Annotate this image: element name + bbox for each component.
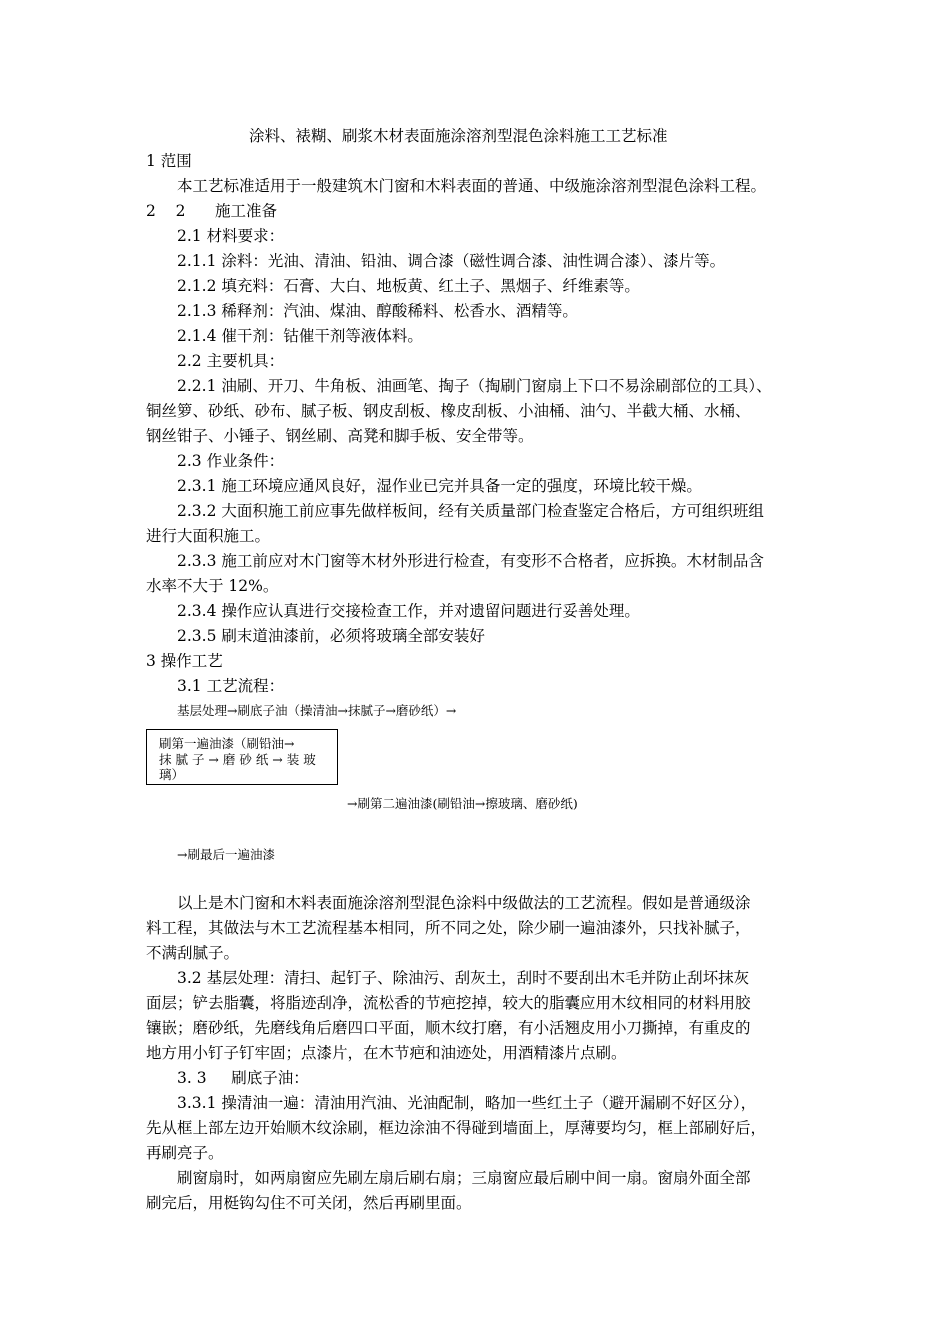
flow-summary-line-3: 不满刮腻子。 xyxy=(146,944,240,962)
section-3-2-line-3: 镶嵌；磨砂纸，先磨线角后磨四口平面，顺木纹打磨，有小活翘皮用小刀撕掉，有重皮的 xyxy=(146,1019,751,1037)
section-2-3-2-line-2: 进行大面积施工。 xyxy=(146,527,271,545)
section-2-1-1: 2.1.1 涂料：光油、清油、铅油、调合漆（磁性调合漆、油性调合漆）、漆片等。 xyxy=(177,252,726,270)
document-title: 涂料、裱糊、刷浆木材表面施涂溶剂型混色涂料施工工艺标准 xyxy=(249,127,668,145)
flow-box-line-1: 刷第一遍油漆（刷铅油→ xyxy=(159,736,295,751)
flow-summary-line-2: 料工程，其做法与木工艺流程基本相同，所不同之处，除少刷一遍油漆外，只找补腻子， xyxy=(146,919,751,937)
window-sash-line-1: 刷窗扇时，如两扇窗应先刷左扇后刷右扇；三扇窗应最后刷中间一扇。窗扇外面全部 xyxy=(177,1169,751,1187)
section-1-paragraph: 本工艺标准适用于一般建筑木门窗和木料表面的普通、中级施涂溶剂型混色涂料工程。 xyxy=(177,177,767,195)
section-3-3-1-line-2: 先从框上部左边开始顺木纹涂刷，框边涂油不得碰到墙面上，厚薄要均匀，框上部刷好后， xyxy=(146,1119,767,1137)
section-1-heading: 1 范围 xyxy=(146,152,192,170)
section-2-1-heading: 2.1 材料要求： xyxy=(177,227,285,245)
section-3-heading: 3 操作工艺 xyxy=(146,652,223,670)
section-3-1-heading: 3.1 工艺流程： xyxy=(177,677,285,695)
flow-box-line-3: 璃） xyxy=(159,767,185,782)
section-2-2-1-line-3: 钢丝钳子、小锤子、钢丝刷、高凳和脚手板、安全带等。 xyxy=(146,427,534,445)
section-2-2-1-line-2: 铜丝箩、砂纸、砂布、腻子板、钢皮刮板、橡皮刮板、小油桶、油勺、半截大桶、水桶、 xyxy=(146,402,751,420)
flow-step-3: →刷第二遍油漆(刷铅油→擦玻璃、磨砂纸) xyxy=(347,796,578,811)
flow-step-2-box xyxy=(146,729,338,785)
section-2-1-2: 2.1.2 填充料：石膏、大白、地板黄、红土子、黑烟子、纤维素等。 xyxy=(177,277,640,295)
section-2-1-4: 2.1.4 催干剂：钴催干剂等液体料。 xyxy=(177,327,423,345)
flow-summary-line-1: 以上是木门窗和木料表面施涂溶剂型混色涂料中级做法的工艺流程。假如是普通级涂 xyxy=(177,894,751,912)
flow-step-1: 基层处理→刷底子油（操清油→抹腻子→磨砂纸）→ xyxy=(177,703,457,718)
section-3-3-heading: 3. 3 刷底子油： xyxy=(177,1069,309,1087)
section-2-1-3: 2.1.3 稀释剂：汽油、煤油、醇酸稀料、松香水、酒精等。 xyxy=(177,302,578,320)
section-2-3-heading: 2.3 作业条件： xyxy=(177,452,285,470)
section-3-2-line-2: 面层；铲去脂囊，将脂迹刮净，流松香的节疤挖掉，较大的脂囊应用木纹相同的材料用胶 xyxy=(146,994,751,1012)
section-2-3-1: 2.3.1 施工环境应通风良好，湿作业已完并具备一定的强度，环境比较干燥。 xyxy=(177,477,702,495)
section-3-2-line-4: 地方用小钉子钉牢固；点漆片，在木节疤和油迹处，用酒精漆片点刷。 xyxy=(146,1044,627,1062)
section-2-3-2-line-1: 2.3.2 大面积施工前应事先做样板间，经有关质量部门检查鉴定合格后，方可组织班组 xyxy=(177,502,764,520)
section-2-2-1-line-1: 2.2.1 油刷、开刀、牛角板、油画笔、掏子（掏刷门窗扇上下口不易涂刷部位的工具）、 xyxy=(177,377,772,395)
flow-box-line-2: 抹 腻 子 → 磨 砂 纸 → 装 玻 xyxy=(159,752,316,767)
section-3-2-line-1: 3.2 基层处理：清扫、起钉子、除油污、刮灰土，刮时不要刮出木毛并防止刮坏抹灰 xyxy=(177,969,750,987)
section-3-3-1-line-3: 再刷亮子。 xyxy=(146,1144,224,1162)
window-sash-line-2: 刷完后，用梃钩勾住不可关闭，然后再刷里面。 xyxy=(146,1194,472,1212)
section-2-2-heading: 2.2 主要机具： xyxy=(177,352,285,370)
flow-step-4: →刷最后一遍油漆 xyxy=(177,847,275,862)
section-3-3-1-line-1: 3.3.1 操清油一遍：清油用汽油、光油配制，略加一些红土子（避开漏刷不好区分）， xyxy=(177,1094,757,1112)
section-2-3-3-line-2: 水率不大于 12%。 xyxy=(146,577,279,595)
section-2-3-4: 2.3.4 操作应认真进行交接检查工作，并对遗留问题进行妥善处理。 xyxy=(177,602,640,620)
section-2-3-3-line-1: 2.3.3 施工前应对木门窗等木材外形进行检查，有变形不合格者，应拆换。木材制品含 xyxy=(177,552,764,570)
section-2-heading: 2 2 施工准备 xyxy=(146,202,277,220)
section-2-3-5: 2.3.5 刷末道油漆前，必须将玻璃全部安装好 xyxy=(177,627,485,645)
